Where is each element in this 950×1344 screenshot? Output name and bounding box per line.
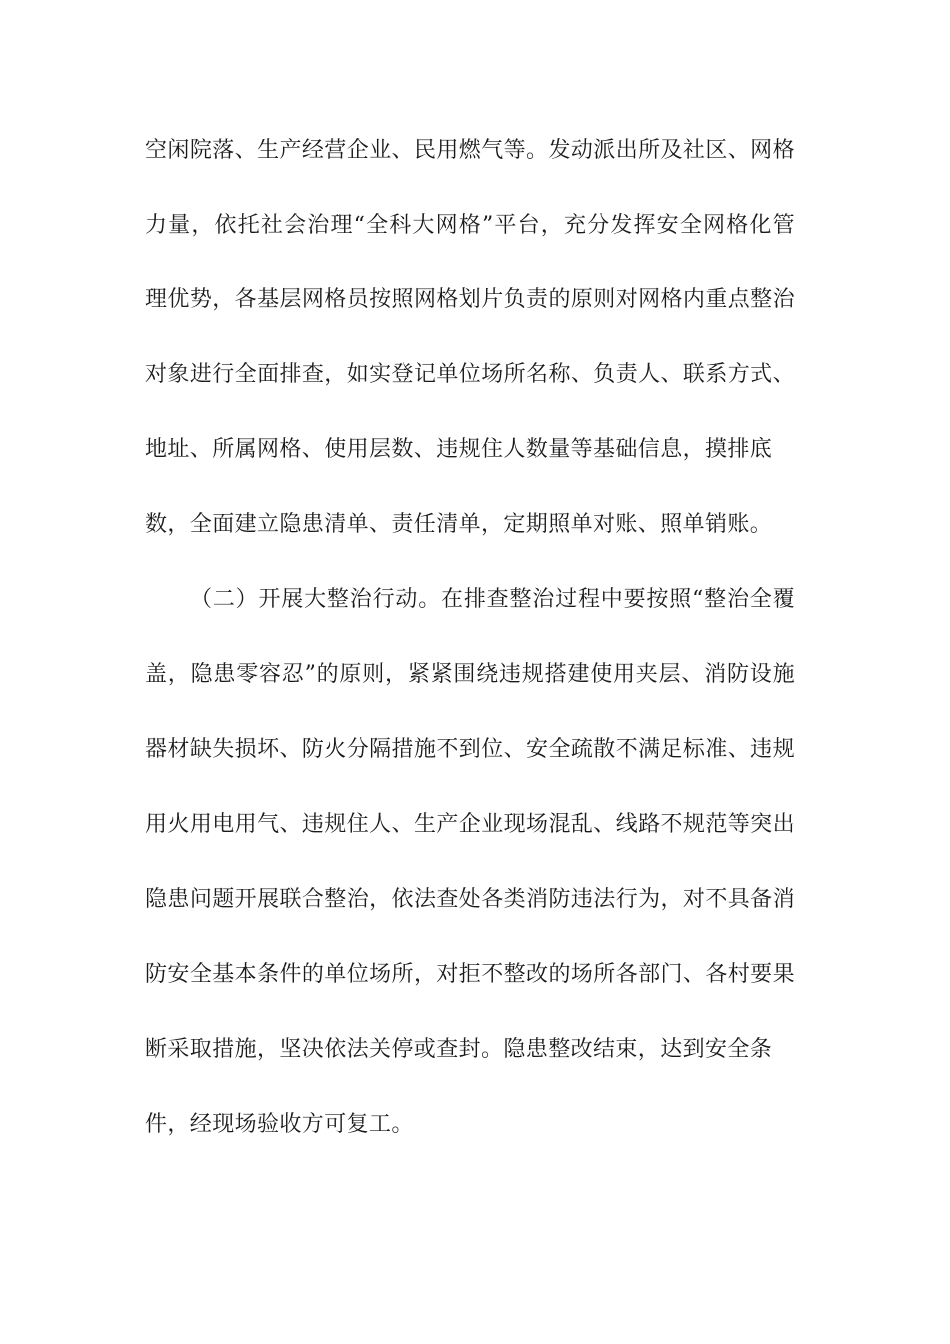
text-line-12: 防安全基本条件的单位场所，对拒不整改的场所各部门、各村要果 (145, 962, 795, 987)
text-line-2: 力量，依托社会治理“全科大网格”平台，充分发挥安全网格化管 (145, 213, 795, 238)
text-line-10: 用火用电用气、违规住人、生产企业现场混乱、线路不规范等突出 (145, 812, 795, 837)
section-heading-line: （二）开展大整治行动。在排查整治过程中要按照“整治全覆 (190, 587, 795, 612)
text-line-6: 数，全面建立隐患清单、责任清单，定期照单对账、照单销账。 (145, 512, 773, 537)
text-line-5: 地址、所属网格、使用层数、违规住人数量等基础信息，摸排底 (145, 437, 773, 462)
text-line-3: 理优势，各基层网格员按照网格划片负责的原则对网格内重点整治 (145, 287, 795, 312)
text-line-4: 对象进行全面排查，如实登记单位场所名称、负责人、联系方式、 (145, 362, 795, 387)
text-line-11: 隐患问题开展联合整治，依法查处各类消防违法行为，对不具备消 (145, 887, 795, 912)
text-line-8: 盖，隐患零容忍”的原则，紧紧围绕违规搭建使用夹层、消防设施 (145, 662, 795, 687)
text-line-9: 器材缺失损坏、防火分隔措施不到位、安全疏散不满足标准、违规 (145, 737, 795, 762)
text-line-13: 断采取措施，坚决依法关停或查封。隐患整改结束，达到安全条 (145, 1037, 773, 1062)
text-line-14: 件，经现场验收方可复工。 (145, 1112, 414, 1137)
text-line-1: 空闲院落、生产经营企业、民用燃气等。发动派出所及社区、网格 (145, 138, 795, 163)
